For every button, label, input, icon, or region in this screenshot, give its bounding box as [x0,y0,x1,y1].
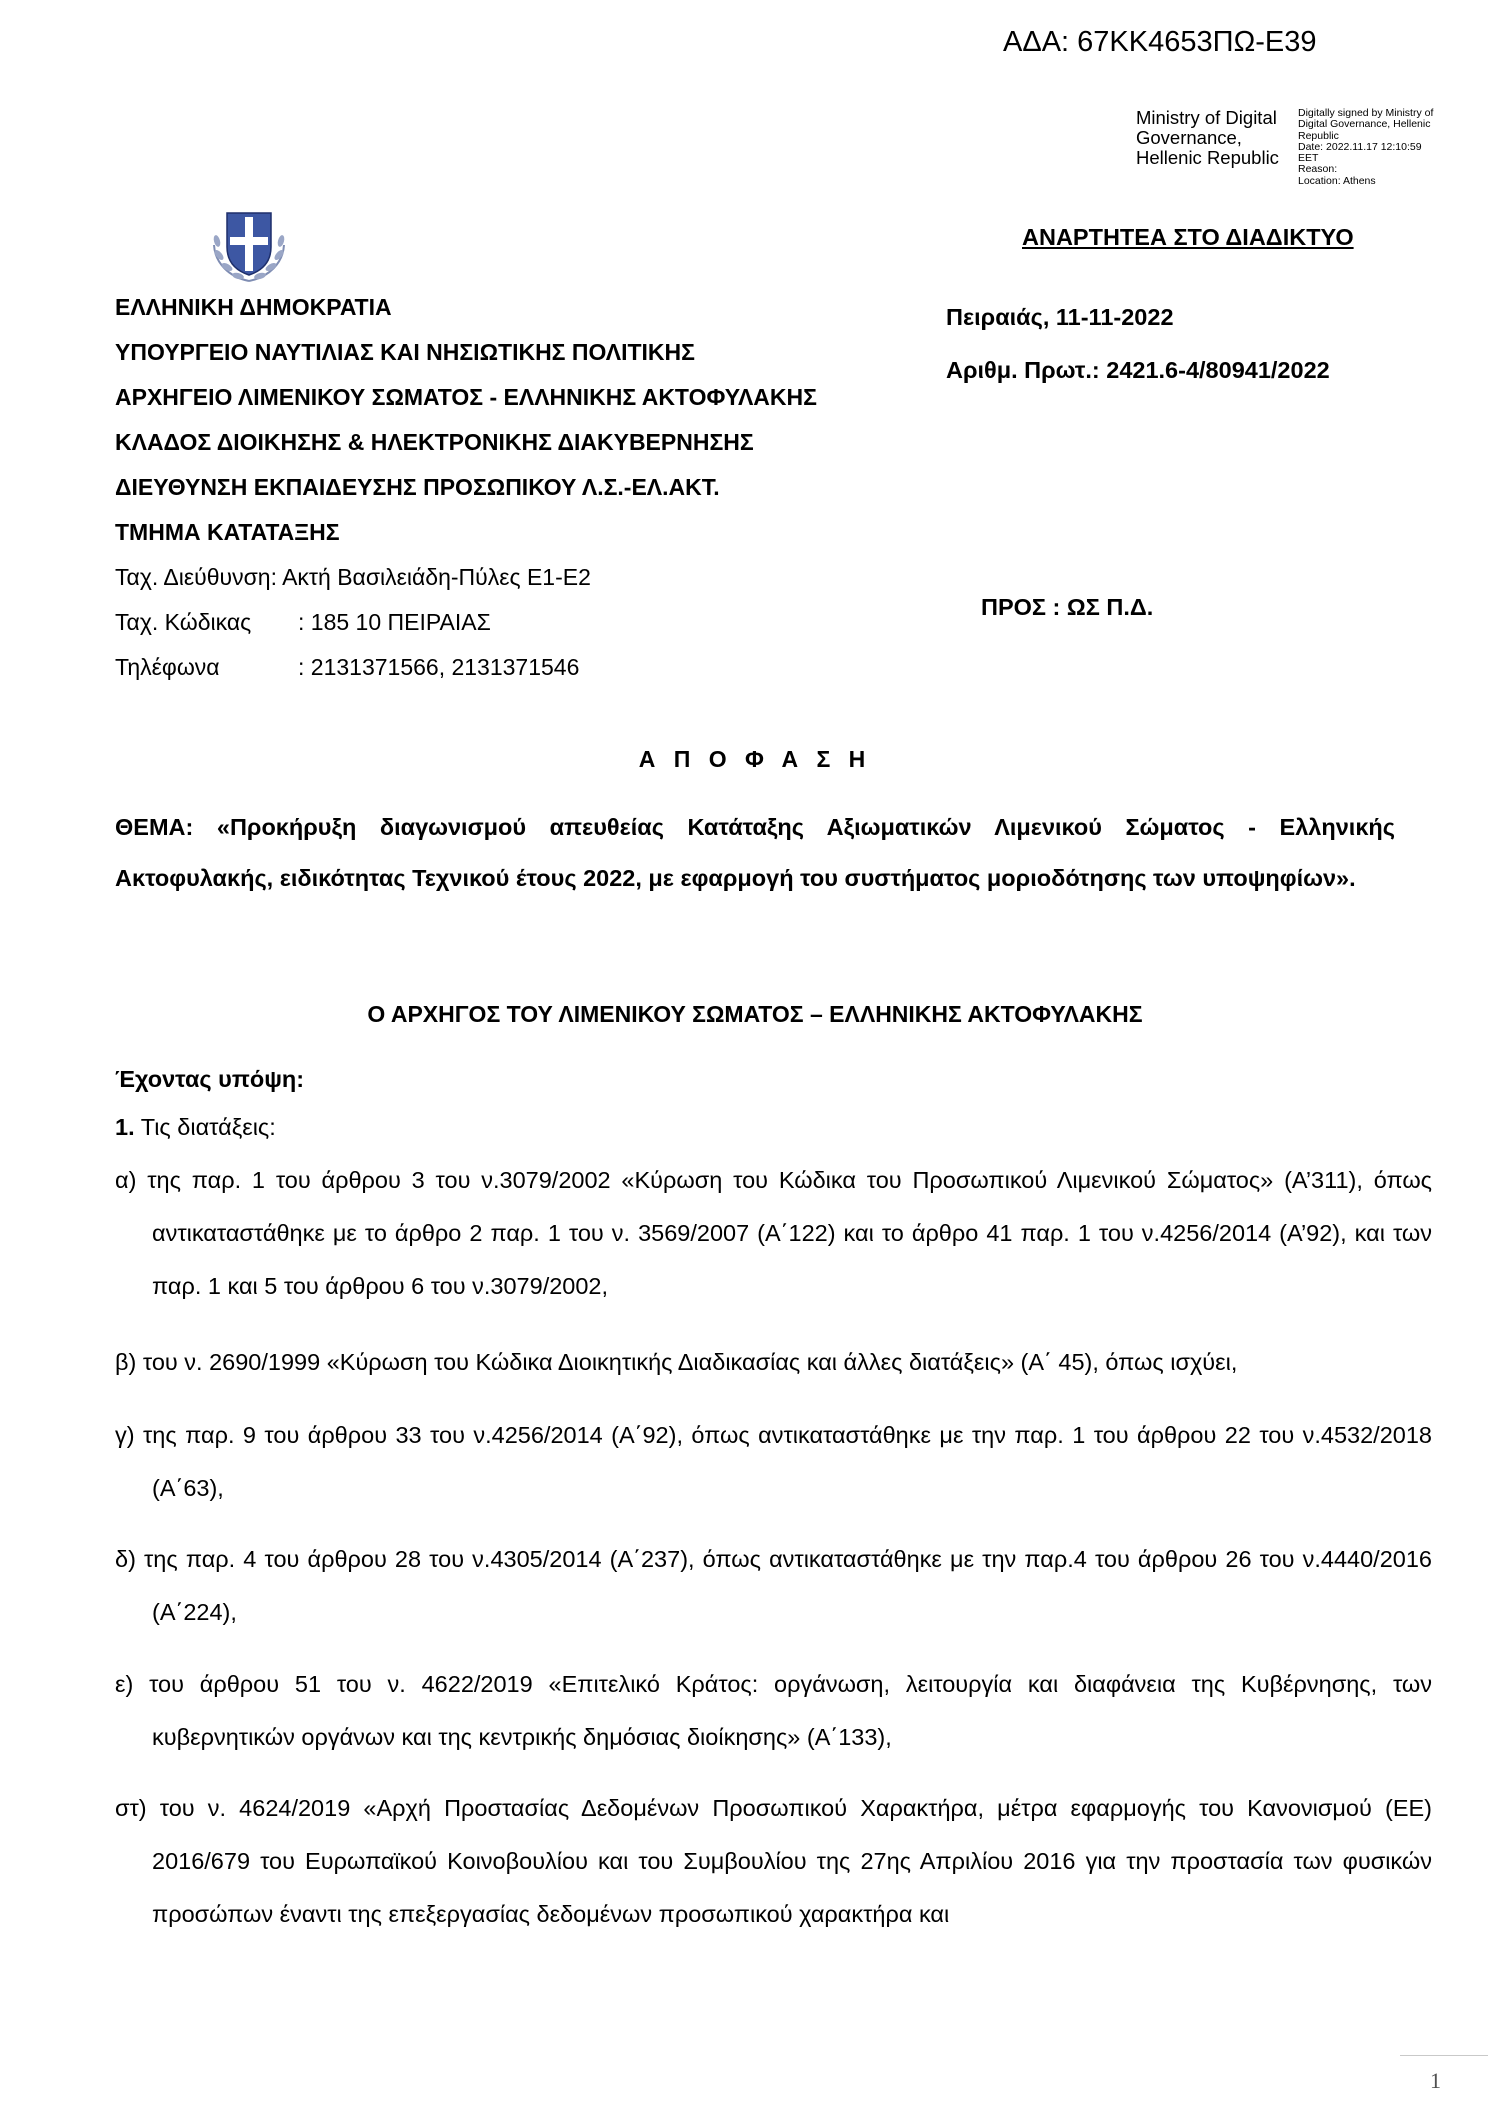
header-line: ΑΡΧΗΓΕΙΟ ΛΙΜΕΝΙΚΟΥ ΣΩΜΑΤΟΣ - ΕΛΛΗΝΙΚΗΣ ΑΚΤΟΦΥΛΑΚΗΣ [115,384,817,410]
hellenic-republic-emblem-icon [209,205,289,285]
considering-heading: Έχοντας υπόψη: [115,1066,305,1092]
signature-signer-line: Hellenic Republic [1136,147,1279,168]
signature-signer-line: Ministry of Digital [1136,107,1277,128]
ada-code: ΑΔΑ: 67ΚΚ4653ΠΩ-Ε39 [1003,26,1317,58]
address-line [115,609,491,636]
protocol-number: Αριθμ. Πρωτ.: 2421.6-4/80941/2022 [946,357,1330,383]
section-heading [115,1114,1395,1141]
provision-item: β) του ν. 2690/1999 «Κύρωση του Κώδικα Διοικητικής Διαδικασίας και άλλες διατάξεις» (Α΄ 45), όπως ισχύει, [115,1349,1238,1375]
signature-signer-line: Governance, [1136,127,1242,148]
section-text: Τις διατάξεις: [134,1114,276,1140]
document-date: Πειραιάς, 11-11-2022 [946,304,1174,330]
header-line: ΤΜΗΜΑ ΚΑΤΑΤΑΞΗΣ [115,519,340,545]
posting-note: ΑΝΑΡΤΗΤΕΑ ΣΤΟ ΔΙΑΔΙΚΤΥΟ [1022,224,1354,250]
provision-item: γ) της παρ. 9 του άρθρου 33 του ν.4256/2014 (Α΄92), όπως αντικαταστάθηκε με την παρ. 1 του άρθρου 22 του ν.4532/2018 (Α΄63), [115,1422,1432,1501]
signature-detail-line: Republic [1298,129,1339,142]
provision-item: δ) της παρ. 4 του άρθρου 28 του ν.4305/2014 (Α΄237), όπως αντικαταστάθηκε με την παρ.4 του άρθρου 26 του ν.4440/2016 (Α΄224), [115,1546,1432,1625]
subject: ΘΕΜΑ: «Προκήρυξη διαγωνισμού απευθείας Κατάταξης Αξιωματικών Λιμενικού Σώματος - Ελληνικής Ακτοφυλακής, ειδικότητας Τεχνικού έτους 2022, με εφαρμογή του συστήματος μοριοδότησης των υποψηφίων». [115,814,1395,891]
address-value: : 2131371566, 2131371546 [298,654,580,680]
address-label: Ταχ. Κώδικας [115,609,252,635]
address-line [115,564,591,591]
address-value: : 185 10 ΠΕΙΡΑΙΑΣ [298,609,491,635]
signature-detail-line: Digital Governance, Hellenic [1298,118,1431,131]
section-number: 1. [115,1114,135,1140]
address-value: Ακτή Βασιλειάδη-Πύλες Ε1-Ε2 [276,564,591,590]
signature-detail-line: Date: 2022.11.17 12:10:59 [1298,140,1422,153]
recipient: ΠΡΟΣ : ΩΣ Π.Δ. [981,594,1154,620]
signature-detail-line: EET [1298,152,1319,165]
provision-item: ε) του άρθρου 51 του ν. 4622/2019 «Επιτελικό Κράτος: οργάνωση, λειτουργία και διαφάνεια της Κυβέρνησης, των κυβερνητικών οργάνων και της κεντρικής δημόσιας διοίκησης» (Α΄133), [115,1671,1432,1750]
header-line: ΚΛΑΔΟΣ ΔΙΟΙΚΗΣΗΣ & ΗΛΕΚΤΡΟΝΙΚΗΣ ΔΙΑΚΥΒΕΡΝΗΣΗΣ [115,429,754,455]
signature-details [1298,108,1433,187]
signature-detail-line: Location: Athens [1298,174,1376,187]
page-number: 1 [1430,2068,1441,2093]
header-line: ΥΠΟΥΡΓΕΙΟ ΝΑΥΤΙΛΙΑΣ ΚΑΙ ΝΗΣΙΩΤΙΚΗΣ ΠΟΛΙΤΙΚΗΣ [115,339,695,365]
address-label: Ταχ. Διεύθυνση: [115,564,277,590]
signature-detail-line: Reason: [1298,163,1338,176]
address-label: Τηλέφωνα [115,654,220,680]
decision-title: Α Π Ο Φ Α Σ Η [638,746,872,772]
signature-detail-line: Digitally signed by Ministry of [1298,107,1434,119]
header-line: ΔΙΕΥΘΥΝΣΗ ΕΚΠΑΙΔΕΥΣΗΣ ΠΡΟΣΩΠΙΚΟΥ Λ.Σ.-ΕΛ.ΑΚΤ. [115,474,720,500]
chief-title: Ο ΑΡΧΗΓΟΣ ΤΟΥ ΛΙΜΕΝΙΚΟΥ ΣΩΜΑΤΟΣ – ΕΛΛΗΝΙΚΗΣ ΑΚΤΟΦΥΛΑΚΗΣ [367,1001,1143,1027]
address-line [115,654,579,681]
provision-item: α) της παρ. 1 του άρθρου 3 του ν.3079/2002 «Κύρωση του Κώδικα του Προσωπικού Λιμενικού Σώματος» (Α’311), όπως αντικαταστάθηκε με το άρθρο 2 παρ. 1 του ν. 3569/2007 (Α΄122) και το άρθρο 41 παρ. 1 του ν.4256/2014 (Α’92), και των παρ. 1 και 5 του άρθρου 6 του ν.3079/2002, [115,1167,1432,1299]
signature-signer [1136,108,1279,168]
footer-divider [1400,2055,1488,2056]
header-line: ΕΛΛΗΝΙΚΗ ΔΗΜΟΚΡΑΤΙΑ [115,294,392,320]
provision-item: στ) του ν. 4624/2019 «Αρχή Προστασίας Δεδομένων Προσωπικού Χαρακτήρα, μέτρα εφαρμογής του Κανονισμού (ΕΕ) 2016/679 του Ευρωπαϊκού Κοινοβουλίου και του Συμβουλίου της 27ης Απριλίου 2016 για την προστασία των φυσικών προσώπων έναντι της επεξεργασίας δεδομένων προσωπικού χαρακτήρα και [115,1795,1432,1927]
